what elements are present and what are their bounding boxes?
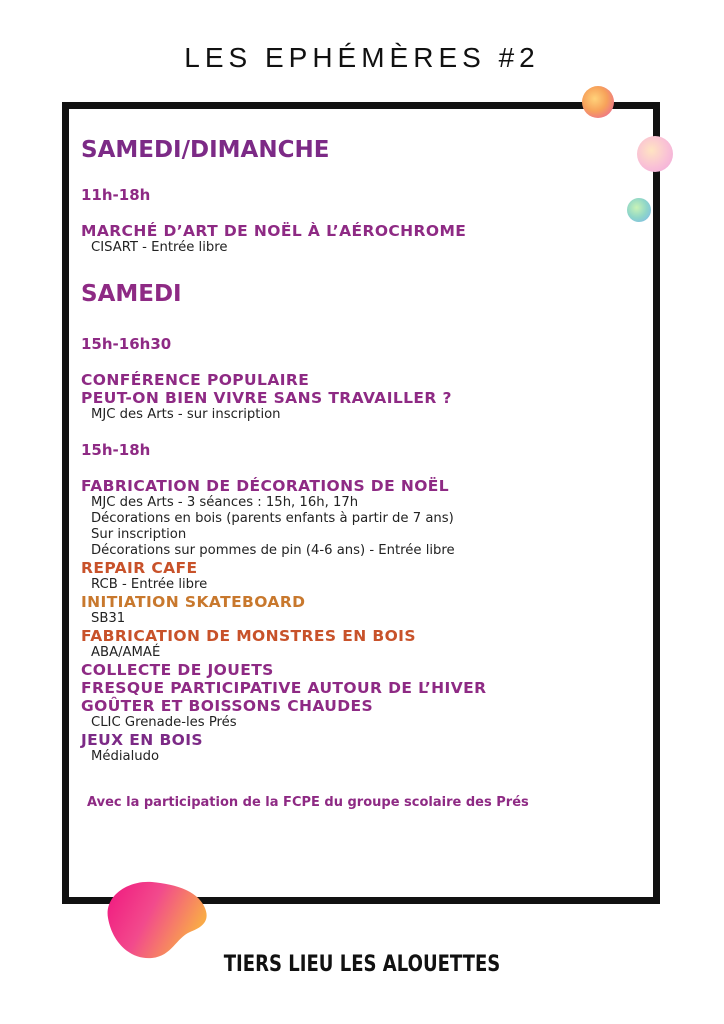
event-detail: MJC des Arts - sur inscription	[91, 407, 281, 422]
event-detail: Sur inscription	[91, 527, 187, 542]
section-samedi	[81, 279, 641, 765]
event-detail: Décorations en bois (parents enfants à partir de 7 ans)	[91, 511, 454, 526]
decorative-blob	[100, 878, 212, 962]
event-detail: Médialudo	[91, 749, 160, 764]
event-title: COLLECTE DE JOUETS	[81, 661, 274, 679]
event-title: INITIATION SKATEBOARD	[81, 593, 306, 611]
page-title: LES EPHÉMÈRES #2	[184, 42, 540, 73]
event-title: CONFÉRENCE POPULAIRE	[81, 371, 310, 389]
event-detail: MJC des Arts - 3 séances : 15h, 16h, 17h	[91, 495, 359, 510]
event-detail: RCB - Entrée libre	[91, 577, 208, 592]
time-slot: 11h-18h	[81, 186, 151, 204]
event-title: GOÛTER ET BOISSONS CHAUDES	[81, 697, 374, 715]
event-detail: ABA/AMAÉ	[91, 645, 161, 660]
decorative-circle-pink	[637, 136, 673, 172]
time-slot: 15h-18h	[81, 441, 151, 459]
event-title: FRESQUE PARTICIPATIVE AUTOUR DE L’HIVER	[81, 679, 487, 697]
section-weekend	[81, 135, 641, 256]
event-title: PEUT-ON BIEN VIVRE SANS TRAVAILLER ?	[81, 389, 452, 407]
event-detail: CLIC Grenade-les Prés	[91, 715, 237, 730]
credit-line: Avec la participation de la FCPE du groupe scolaire des Prés	[87, 795, 529, 810]
decorative-circle-orange	[582, 86, 614, 118]
event-title: FABRICATION DE MONSTRES EN BOIS	[81, 627, 416, 645]
event-detail: SB31	[91, 611, 126, 626]
time-slot: 15h-16h30	[81, 335, 172, 353]
event-title: FABRICATION DE DÉCORATIONS DE NOËL	[81, 477, 450, 495]
footer-title: TIERS LIEU LES ALOUETTES	[223, 952, 501, 977]
event-title: MARCHÉ D’ART DE NOËL À L’AÉROCHROME	[81, 222, 467, 240]
event-detail: Décorations sur pommes de pin (4-6 ans) - Entrée libre	[91, 543, 455, 558]
event-detail: CISART - Entrée libre	[91, 240, 228, 255]
program-content	[81, 130, 641, 765]
day-heading: SAMEDI/DIMANCHE	[81, 137, 330, 163]
event-title: JEUX EN BOIS	[81, 731, 203, 749]
day-heading: SAMEDI	[81, 281, 182, 307]
event-title: REPAIR CAFE	[81, 559, 198, 577]
